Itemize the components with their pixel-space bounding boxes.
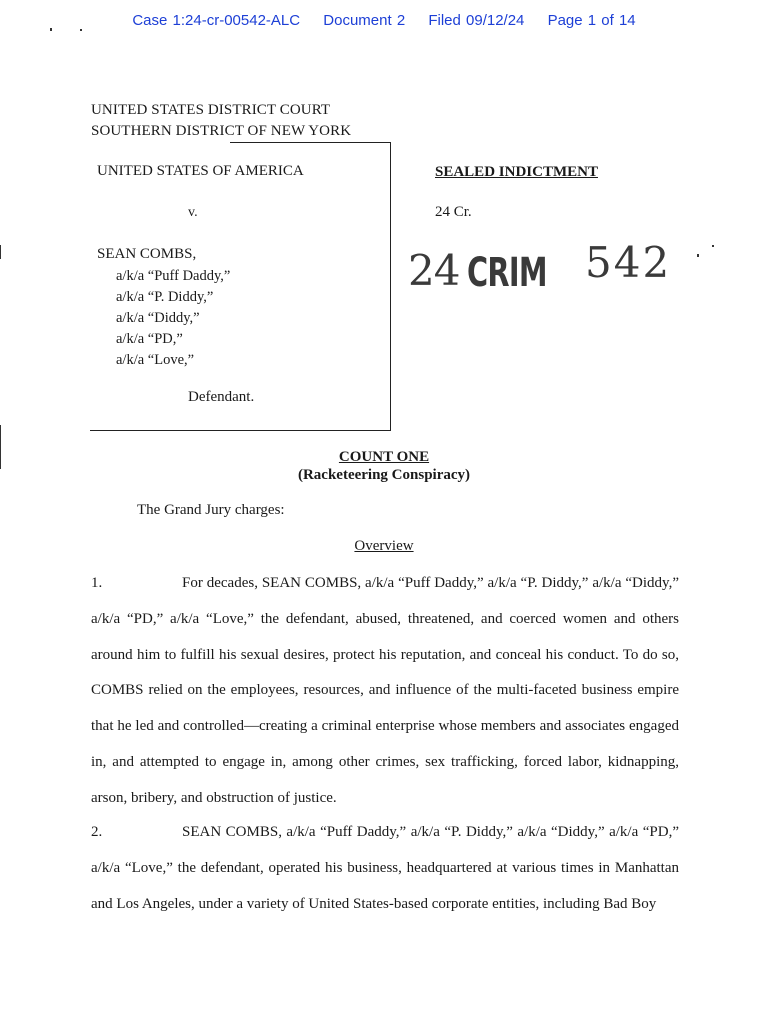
paragraph-1 bbox=[91, 566, 679, 817]
case-number-stamp bbox=[408, 238, 673, 298]
sealed-indictment-title: SEALED INDICTMENT bbox=[435, 164, 598, 180]
filed-date-header: Filed 09/12/24 bbox=[428, 12, 525, 29]
stamp-year: 24 bbox=[408, 246, 460, 295]
scan-mark bbox=[0, 245, 1, 259]
defendant-name: SEAN COMBS, bbox=[97, 246, 197, 262]
alias-item: a/k/a “P. Diddy,” bbox=[116, 289, 214, 305]
paragraph-number bbox=[91, 815, 182, 851]
paragraph-2 bbox=[91, 815, 679, 922]
alias-item: a/k/a “PD,” bbox=[116, 331, 183, 347]
stamp-crim: CRIM bbox=[467, 250, 547, 296]
paragraph-text: SEAN COMBS, a/k/a “Puff Daddy,” a/k/a “P. Diddy,” a/k/a “Diddy,” a/k/a “PD,” a/k/a “Love,” the defendant, operated his business, headquartered at various times in Manhattan and Los Angeles, under a variety of United States-based corporate entities, including Bad Boy bbox=[91, 824, 679, 912]
stamp-number: 542 bbox=[585, 238, 672, 287]
scan-mark bbox=[712, 245, 714, 247]
ecf-filing-header bbox=[0, 12, 768, 29]
plaintiff-name: UNITED STATES OF AMERICA bbox=[97, 163, 304, 179]
paragraph-text: For decades, SEAN COMBS, a/k/a “Puff Daddy,” a/k/a “P. Diddy,” a/k/a “Diddy,” a/k/a “PD,” a/k/a “Love,” the defendant, abused, threatened, and coerced women and others around him to fulfill his sexual desires, protect his reputation, and conceal his conduct. To do so, COMBS relied on the employees, resources, and influence of the multi-faceted business empire that he led and controlled—creating a criminal enterprise whose members and associates engaged in, and attempted to engage in, among other crimes, sex trafficking, forced labor, kidnapping, arson, bribery, and obstruction of justice. bbox=[91, 575, 679, 806]
case-number-header: Case 1:24-cr-00542-ALC bbox=[132, 12, 301, 29]
alias-item: a/k/a “Puff Daddy,” bbox=[116, 268, 231, 284]
court-name: UNITED STATES DISTRICT COURT bbox=[91, 102, 331, 118]
caption-box bbox=[90, 142, 391, 431]
case-number-prefix: 24 Cr. bbox=[435, 204, 472, 220]
document-number-header: Document 2 bbox=[323, 12, 406, 29]
scan-mark bbox=[80, 29, 82, 31]
page-count-header: Page 1 of 14 bbox=[547, 12, 636, 29]
count-title bbox=[0, 448, 768, 484]
scan-mark bbox=[50, 28, 52, 31]
alias-item: a/k/a “Diddy,” bbox=[116, 310, 200, 326]
count-heading: COUNT ONE bbox=[338, 449, 430, 465]
alias-item: a/k/a “Love,” bbox=[116, 352, 195, 368]
paragraph-number-text: 1. bbox=[91, 575, 103, 591]
count-subtitle: (Racketeering Conspiracy) bbox=[297, 467, 471, 483]
court-header bbox=[91, 100, 351, 142]
charges-intro: The Grand Jury charges: bbox=[137, 502, 285, 518]
section-heading-overview: Overview bbox=[354, 538, 414, 554]
scan-mark bbox=[697, 254, 699, 257]
alias-list bbox=[116, 266, 230, 371]
paragraph-number-text: 2. bbox=[91, 824, 103, 840]
court-district: SOUTHERN DISTRICT OF NEW YORK bbox=[91, 123, 352, 139]
paragraph-number bbox=[91, 566, 182, 602]
defendant-label: Defendant. bbox=[188, 389, 255, 405]
versus-label: v. bbox=[188, 205, 198, 220]
